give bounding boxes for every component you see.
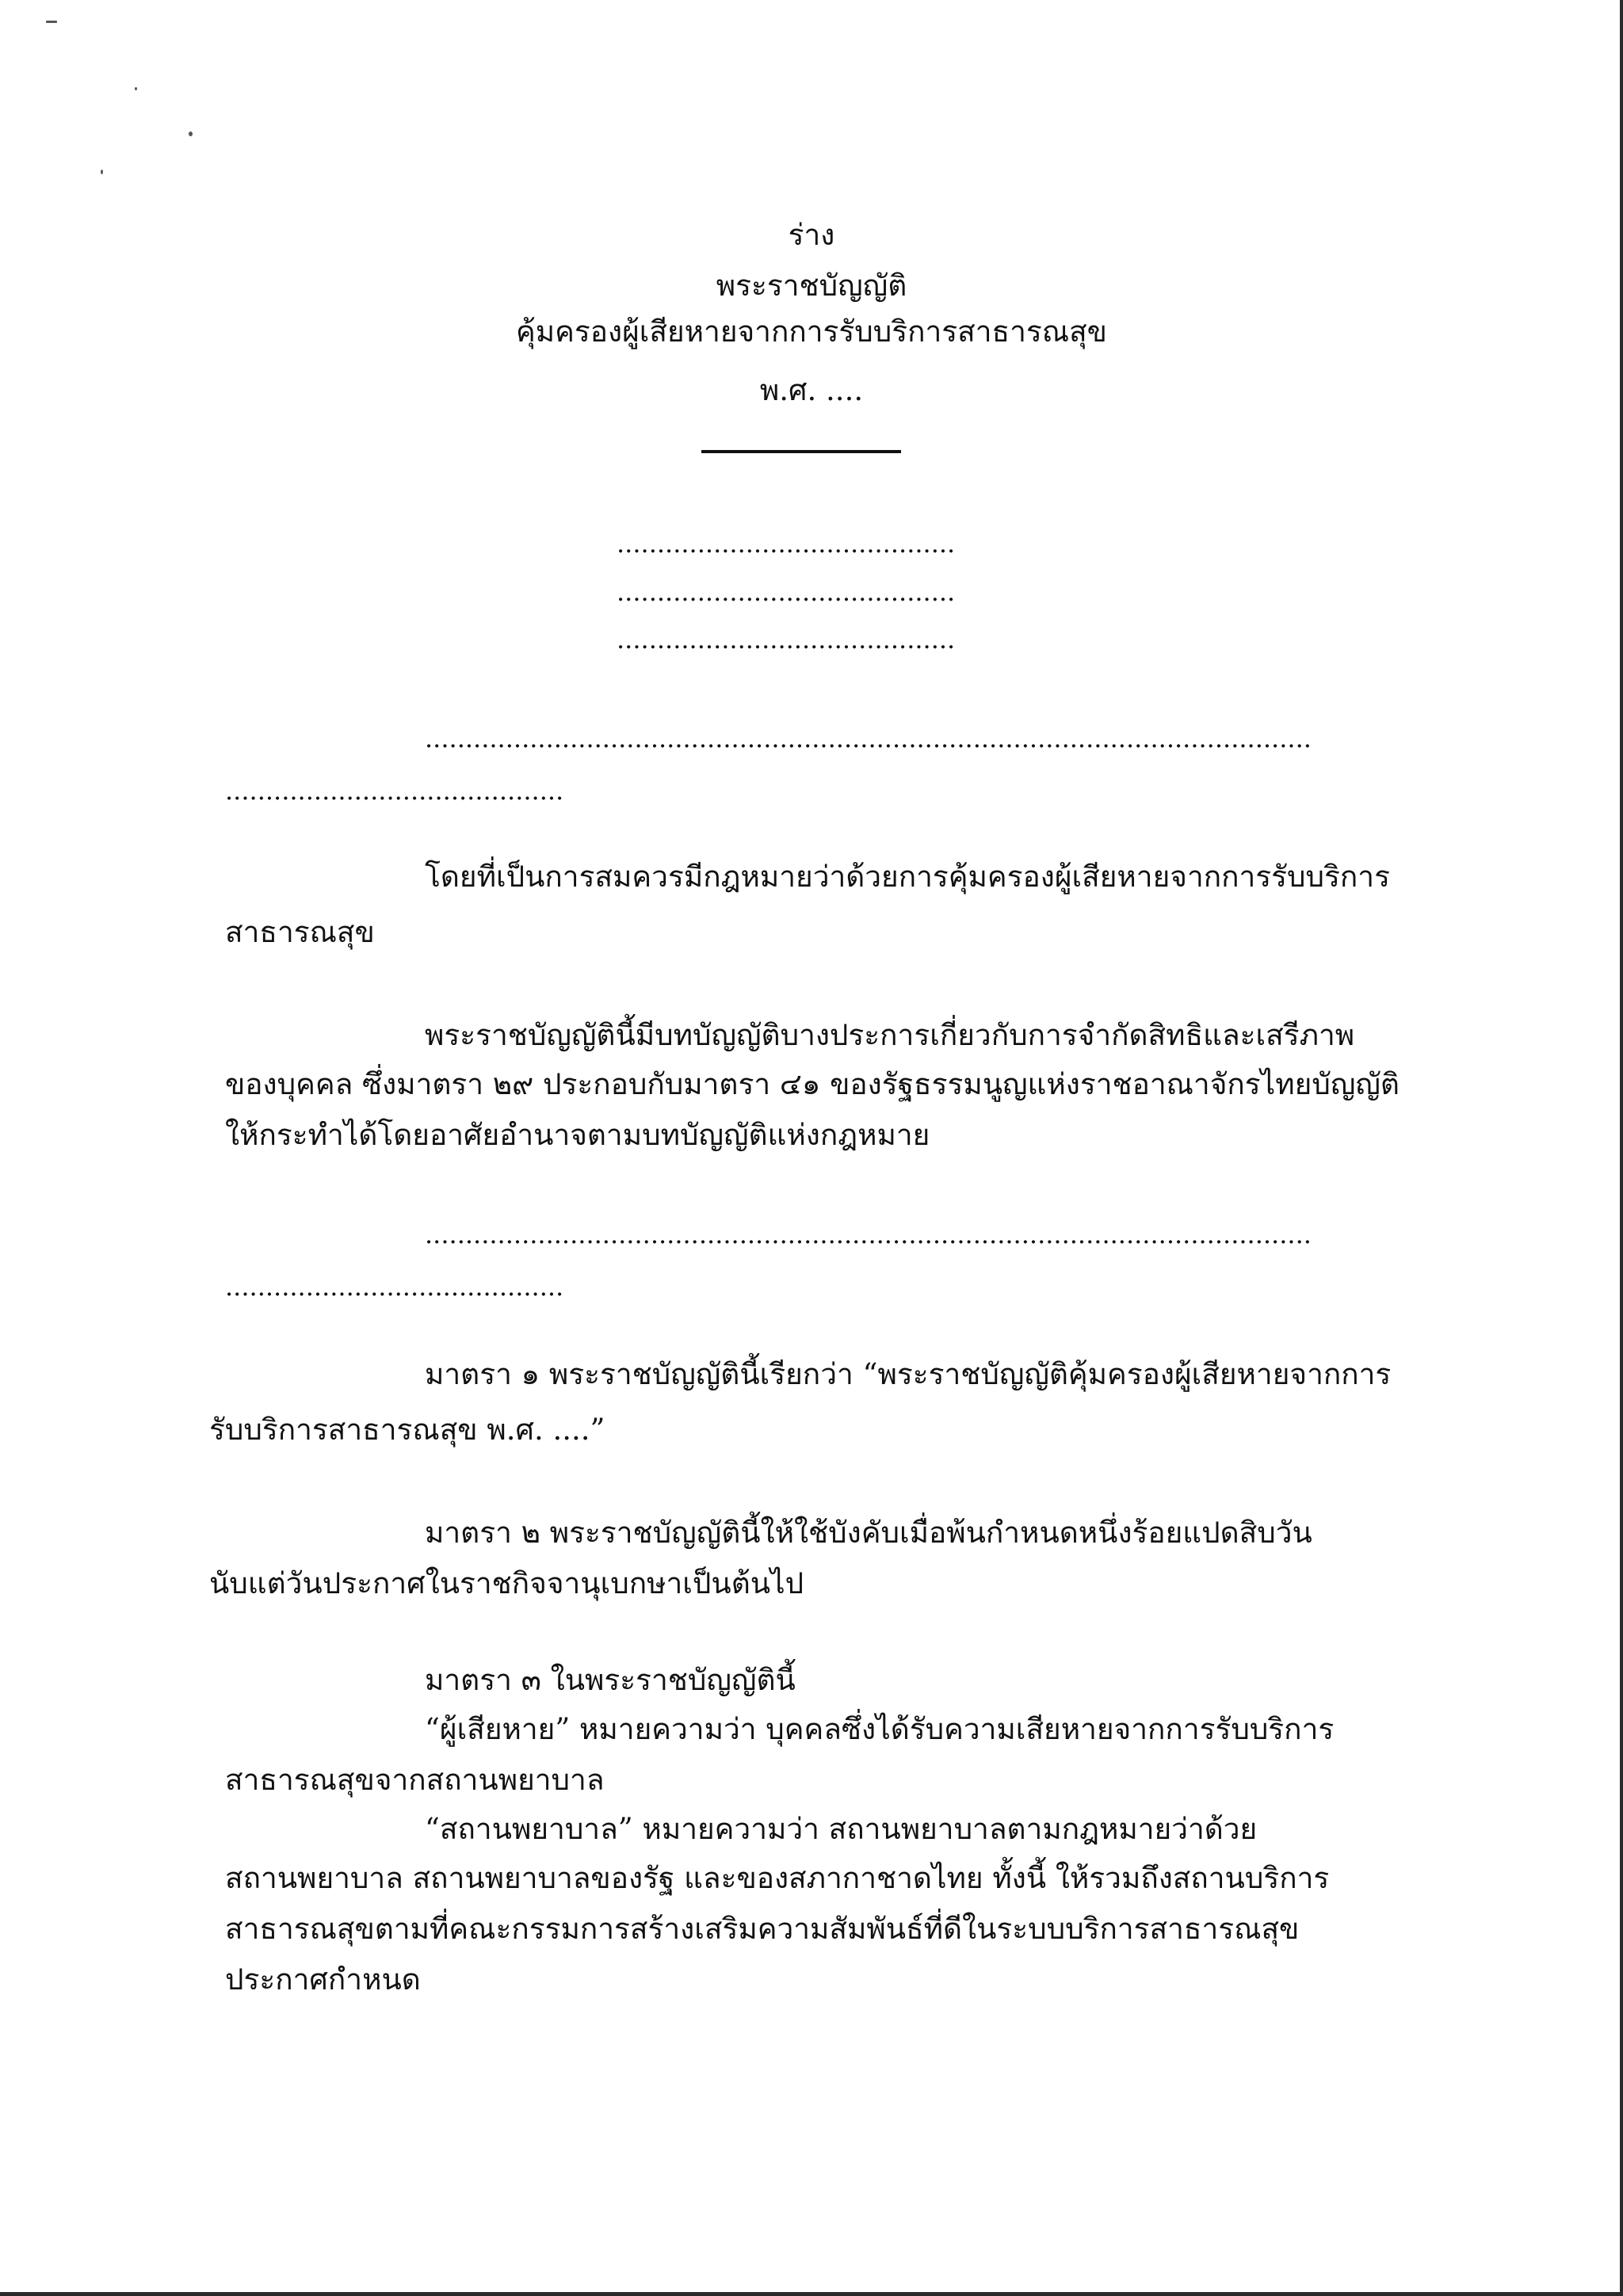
scan-speck <box>189 132 193 136</box>
header-divider <box>701 450 901 453</box>
definition-hospital-line-1: “สถานพยาบาล” หมายความว่า สถานพยาบาลตามกฎหมายว่าด้วย <box>425 1812 1258 1846</box>
act-label: พระราชบัญญัติ <box>716 269 907 303</box>
scan-speck <box>135 87 137 90</box>
signature-dots-1: .......................................... <box>617 528 956 559</box>
enact-dots-2: .......................................... <box>225 1272 564 1302</box>
signature-dots-3: .......................................... <box>617 624 956 654</box>
definition-hospital-line-3: สาธารณสุขตามที่คณะกรรมการสร้างเสริมความสัมพันธ์ที่ดีในระบบบริการสาธารณสุข <box>225 1912 1300 1946</box>
signature-dots-2: .......................................... <box>617 577 956 607</box>
year-line: พ.ศ. .... <box>759 373 864 407</box>
rights-clause-line-1: พระราชบัญญัตินี้มีบทบัญญัติบางประการเกี่ยวกับการจำกัดสิทธิและเสรีภาพ <box>425 1018 1355 1052</box>
preamble-dots-1: .............................................................................................................. <box>425 723 1312 753</box>
section-1-line-2: รับบริการสาธารณสุข พ.ศ. ....” <box>209 1413 605 1447</box>
definition-victim-line-2: สาธารณสุขจากสถานพยาบาล <box>225 1763 605 1797</box>
scan-speck <box>101 170 103 174</box>
whereas-line-2: สาธารณสุข <box>225 915 375 949</box>
whereas-line-1: โดยที่เป็นการสมควรมีกฎหมายว่าด้วยการคุ้มครองผู้เสียหายจากการรับบริการ <box>425 860 1390 894</box>
rights-clause-line-3: ให้กระทำได้โดยอาศัยอำนาจตามบทบัญญัติแห่งกฎหมาย <box>225 1118 930 1152</box>
preamble-dots-2: .......................................... <box>225 776 564 806</box>
section-2-line-2: นับแต่วันประกาศในราชกิจจานุเบกษาเป็นต้นไป <box>209 1566 804 1600</box>
scan-edge-bottom <box>0 2292 1623 2296</box>
section-3-heading: มาตรา ๓ ในพระราชบัญญัตินี้ <box>425 1663 796 1697</box>
enact-dots-1: .............................................................................................................. <box>425 1219 1312 1249</box>
definition-hospital-line-4: ประกาศกำหนด <box>225 1962 421 1997</box>
section-1-line-1: มาตรา ๑ พระราชบัญญัตินี้เรียกว่า “พระราชบัญญัติคุ้มครองผู้เสียหายจากการ <box>425 1357 1392 1391</box>
act-title: คุ้มครองผู้เสียหายจากการรับบริการสาธารณสุข <box>516 315 1107 349</box>
draft-label: ร่าง <box>788 218 835 252</box>
definition-hospital-line-2: สถานพยาบาล สถานพยาบาลของรัฐ และของสภากาชาดไทย ทั้งนี้ ให้รวมถึงสถานบริการ <box>225 1861 1330 1895</box>
definition-victim-line-1: “ผู้เสียหาย” หมายความว่า บุคคลซึ่งได้รับความเสียหายจากการรับบริการ <box>425 1712 1335 1746</box>
rights-clause-line-2: ของบุคคล ซึ่งมาตรา ๒๙ ประกอบกับมาตรา ๔๑ ของรัฐธรรมนูญแห่งราชอาณาจักรไทยบัญญัติ <box>225 1067 1400 1101</box>
scan-speck <box>46 21 57 23</box>
section-2-line-1: มาตรา ๒ พระราชบัญญัตินี้ให้ใช้บังคับเมื่อพ้นกำหนดหนึ่งร้อยแปดสิบวัน <box>425 1516 1312 1550</box>
